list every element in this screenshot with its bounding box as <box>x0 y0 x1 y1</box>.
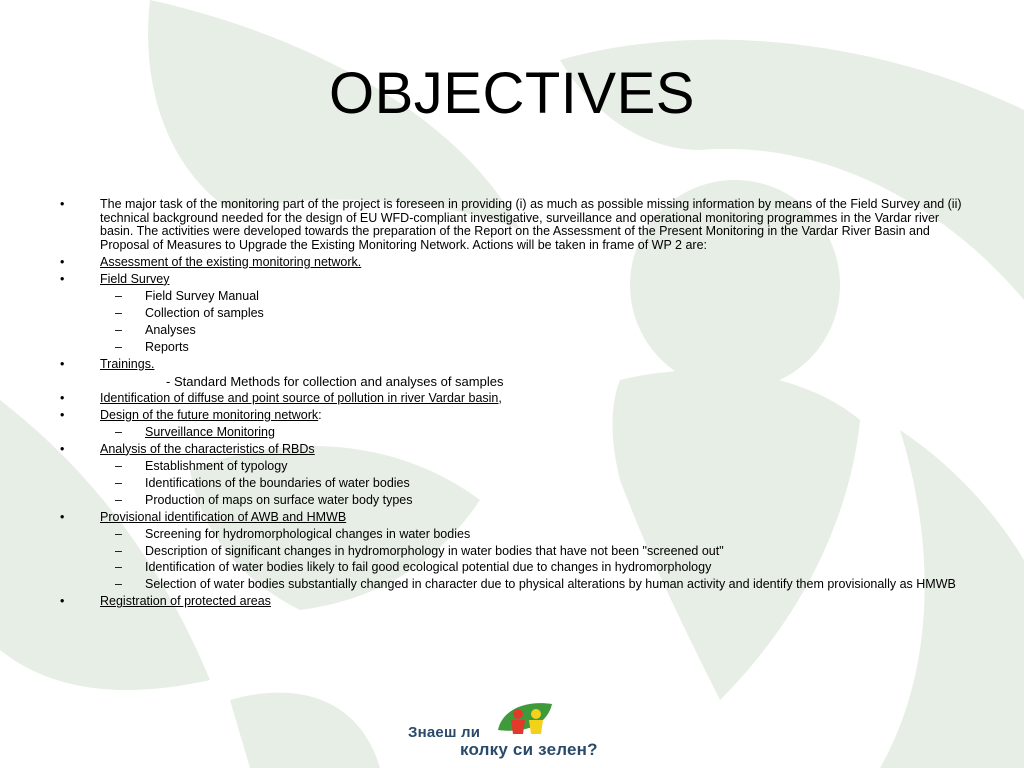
sub-item-text: Establishment of typology <box>145 458 288 473</box>
registration-link[interactable]: Registration of protected areas <box>100 594 271 609</box>
sub-item <box>60 460 970 474</box>
intro-item <box>60 198 970 252</box>
bullet-mark: • <box>60 441 65 456</box>
sub-item <box>60 341 970 355</box>
trainings-link[interactable]: Trainings. <box>100 356 155 371</box>
bullet-mark: • <box>60 407 65 422</box>
bullet-mark: • <box>60 197 65 211</box>
bullet-mark: • <box>60 509 65 524</box>
dash-mark: – <box>115 305 122 320</box>
list-item <box>60 443 970 457</box>
list-item <box>60 511 970 525</box>
bullet-mark: • <box>60 254 65 269</box>
sub-item <box>60 477 970 491</box>
sub-item-text: Identification of water bodies likely to fail good ecological potential due to changes in hydromorphology <box>145 560 712 575</box>
trainings-sub-text: - Standard Methods for collection and analyses of samples <box>166 373 504 389</box>
leaf-figures-icon <box>490 700 560 740</box>
sub-item-text: Description of significant changes in hydromorphology in water bodies that have not been "screened out" <box>145 543 724 558</box>
dash-mark: – <box>115 526 122 541</box>
intro-text: The major task of the monitoring part of the project is foreseen in providing (i) as much as possible missing information by means of the Field Survey and (ii) technical background needed for the design of EU WFD-compliant investigative, surveillance and operational monitoring programmes in the Vardar river basin. The activities were developed towards the preparation of the Report on the Assessment of the Present Monitoring in the Vardar River Basin and Proposal of Measures to Upgrade the Existing Monitoring Network. Actions will be taken in frame of WP 2 are: <box>100 197 962 252</box>
sub-item <box>60 307 970 321</box>
provisional-link[interactable]: Provisional identification of AWB and HMWB <box>100 509 347 524</box>
bullet-mark: • <box>60 594 65 609</box>
list-item <box>60 392 970 406</box>
sub-item <box>60 528 970 542</box>
analysis-link[interactable]: Analysis of the characteristics of RBDs <box>100 441 315 456</box>
sub-item <box>60 545 970 559</box>
bullet-list <box>60 198 970 612</box>
dash-mark: – <box>115 339 122 354</box>
design-link[interactable]: Design of the future monitoring network <box>100 407 319 422</box>
slide-title: OBJECTIVES <box>329 61 695 126</box>
list-item <box>60 409 970 423</box>
sub-item-text: Analyses <box>145 322 196 337</box>
list-item <box>60 595 970 609</box>
dash-mark: – <box>115 458 122 473</box>
sub-item <box>60 578 970 592</box>
design-colon: : <box>318 407 322 422</box>
dash-mark: – <box>115 543 122 558</box>
sub-item <box>60 290 970 304</box>
field-survey-link[interactable]: Field Survey <box>100 271 170 286</box>
logo <box>408 700 618 764</box>
bullet-mark: • <box>60 390 65 405</box>
dash-mark: – <box>115 577 122 592</box>
sub-item-text: Reports <box>145 339 189 354</box>
assessment-link[interactable]: Assessment of the existing monitoring network. <box>100 254 362 269</box>
bullet-mark: • <box>60 356 65 371</box>
sub-item-text: Selection of water bodies substantially changed in character due to physical alterations by human activity and identify them provisionally as HMWB <box>145 577 956 592</box>
dash-mark: – <box>115 475 122 490</box>
identification-link[interactable]: Identification of diffuse and point source of pollution in river Vardar basin, <box>100 390 502 405</box>
dash-mark: – <box>115 322 122 337</box>
sub-item-text: Screening for hydromorphological changes in water bodies <box>145 526 471 541</box>
sub-item <box>60 426 970 440</box>
sub-item-text: Field Survey Manual <box>145 288 259 303</box>
logo-text-line1: Знаеш ли <box>408 724 481 741</box>
bullet-mark: • <box>60 271 65 286</box>
sub-item <box>60 494 970 508</box>
dash-mark: – <box>115 424 122 439</box>
sub-item <box>60 324 970 338</box>
dash-mark: – <box>115 288 122 303</box>
logo-text-line2: колку си зелен? <box>460 740 598 759</box>
sub-item-text: Production of maps on surface water body types <box>145 492 413 507</box>
sub-item-text: Identifications of the boundaries of water bodies <box>145 475 410 490</box>
list-item <box>60 273 970 287</box>
dash-mark: – <box>115 560 122 575</box>
dash-mark: – <box>115 492 122 507</box>
sub-item-text: Collection of samples <box>145 305 264 320</box>
sub-item <box>60 561 970 575</box>
surveillance-monitoring-link[interactable]: Surveillance Monitoring <box>145 424 275 439</box>
list-item <box>60 256 970 270</box>
list-item <box>60 358 970 372</box>
